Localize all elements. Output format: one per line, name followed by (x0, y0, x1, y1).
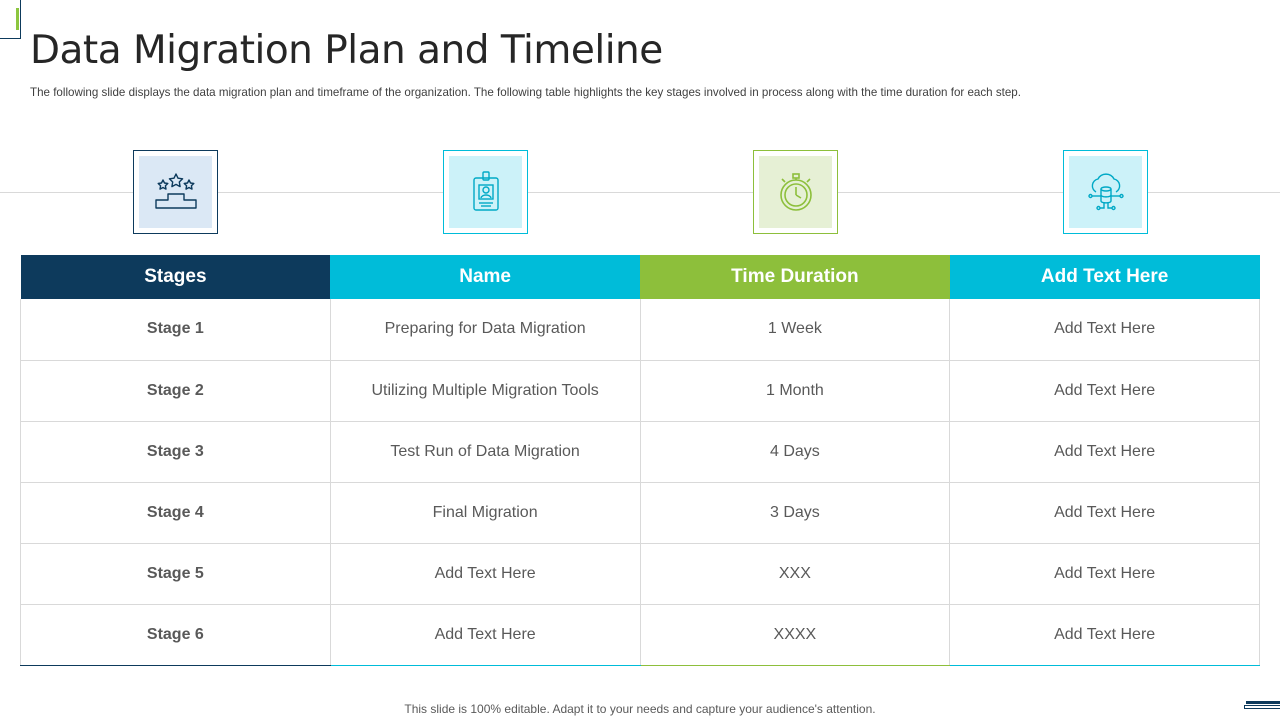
cell-text: Add Text Here (950, 299, 1260, 360)
cell-text: Add Text Here (950, 482, 1260, 543)
cell-stage: Stage 3 (21, 421, 331, 482)
corner-decoration (0, 0, 22, 40)
footer-note: This slide is 100% editable. Adapt it to your needs and capture your audience's attention. (404, 702, 876, 716)
migration-plan-table (20, 255, 1260, 666)
cell-duration: XXX (640, 543, 950, 604)
table-row (21, 604, 1260, 665)
table-row (21, 299, 1260, 360)
cloud-database-icon (1082, 168, 1130, 216)
cell-text: Add Text Here (950, 360, 1260, 421)
corner-decoration-bottom (1244, 701, 1280, 709)
cell-duration: XXXX (640, 604, 950, 665)
header-add-text: Add Text Here (950, 255, 1260, 299)
stopwatch-icon (772, 168, 820, 216)
table-row (21, 421, 1260, 482)
icon-box-add-text (1063, 150, 1148, 234)
cell-duration: 1 Week (640, 299, 950, 360)
cell-text: Add Text Here (950, 543, 1260, 604)
cell-stage: Stage 2 (21, 360, 331, 421)
cell-duration: 4 Days (640, 421, 950, 482)
header-stages: Stages (21, 255, 331, 299)
id-badge-icon (462, 168, 510, 216)
cell-name: Final Migration (330, 482, 640, 543)
podium-stars-icon (152, 168, 200, 216)
cell-name: Add Text Here (330, 543, 640, 604)
cell-duration: 1 Month (640, 360, 950, 421)
table-row (21, 482, 1260, 543)
page-subtitle: The following slide displays the data migration plan and timeframe of the organization. The following table highlights the key stages involved in process along with the time duration for each step. (30, 86, 1021, 99)
cell-text: Add Text Here (950, 421, 1260, 482)
cell-duration: 3 Days (640, 482, 950, 543)
cell-name: Preparing for Data Migration (330, 299, 640, 360)
table-row (21, 360, 1260, 421)
icon-box-stages (133, 150, 218, 234)
cell-name: Utilizing Multiple Migration Tools (330, 360, 640, 421)
header-name: Name (330, 255, 640, 299)
icon-box-time (753, 150, 838, 234)
cell-stage: Stage 1 (21, 299, 331, 360)
cell-name: Add Text Here (330, 604, 640, 665)
cell-text: Add Text Here (950, 604, 1260, 665)
table-row (21, 543, 1260, 604)
header-time-duration: Time Duration (640, 255, 950, 299)
table-header-row (21, 255, 1260, 299)
cell-stage: Stage 4 (21, 482, 331, 543)
cell-stage: Stage 6 (21, 604, 331, 665)
cell-stage: Stage 5 (21, 543, 331, 604)
cell-name: Test Run of Data Migration (330, 421, 640, 482)
icon-box-name (443, 150, 528, 234)
page-title: Data Migration Plan and Timeline (30, 28, 663, 73)
